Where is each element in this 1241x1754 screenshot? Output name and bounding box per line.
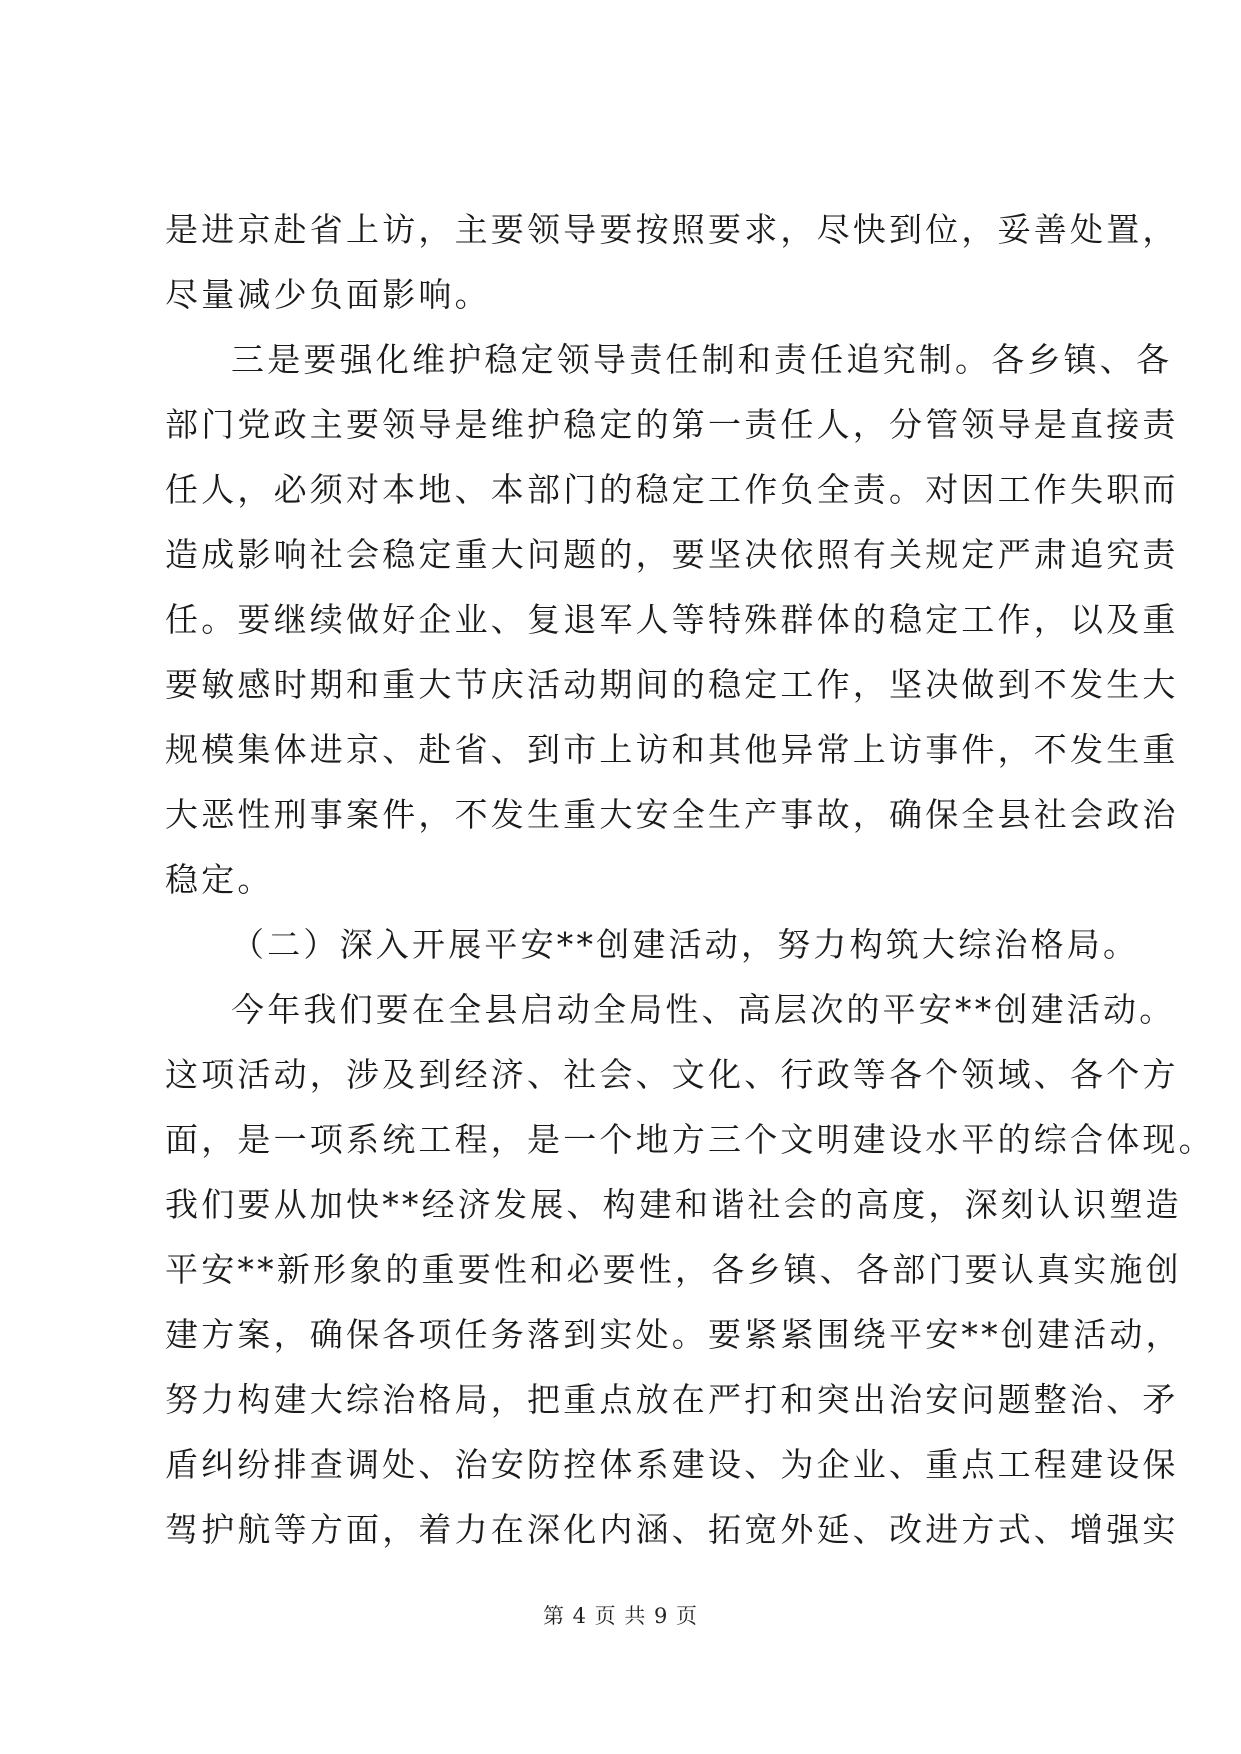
section-heading: （二）深入开展平安**创建活动，努力构筑大综治格局。: [231, 925, 1140, 964]
body-text-line: 任人，必须对本地、本部门的稳定工作负全责。对因工作失职而: [165, 470, 1179, 509]
body-text-line: 规模集体进京、赴省、到市上访和其他异常上访事件，不发生重: [165, 730, 1179, 769]
body-text-line: 稳定。: [165, 860, 274, 899]
body-text-line: 大恶性刑事案件，不发生重大安全生产事故，确保全县社会政治: [165, 795, 1179, 834]
paragraph-first-line: 三是要强化维护稳定领导责任制和责任追究制。各乡镇、各: [231, 340, 1173, 379]
body-text-line: 平安**新形象的重要性和必要性，各乡镇、各部门要认真实施创: [165, 1250, 1182, 1289]
body-text-line: 我们要从加快**经济发展、构建和谐社会的高度，深刻认识塑造: [165, 1185, 1182, 1224]
body-text-line: 任。要继续做好企业、复退军人等特殊群体的稳定工作，以及重: [165, 600, 1179, 639]
body-text-line: 部门党政主要领导是维护稳定的第一责任人，分管领导是直接责: [165, 405, 1179, 444]
body-text-line: 面，是一项系统工程，是一个地方三个文明建设水平的综合体现。: [165, 1120, 1215, 1159]
body-text-line: 造成影响社会稳定重大问题的，要坚决依照有关规定严肃追究责: [165, 535, 1179, 574]
page-footer: 第 4 页 共 9 页: [542, 1604, 699, 1628]
body-text-line: 是进京赴省上访，主要领导要按照要求，尽快到位，妥善处置，: [165, 210, 1179, 249]
body-text-line: 盾纠纷排查调处、治安防控体系建设、为企业、重点工程建设保: [165, 1445, 1179, 1484]
body-text-line: 努力构建大综治格局，把重点放在严打和突出治安问题整治、矛: [165, 1380, 1179, 1419]
body-text-line: 尽量减少负面影响。: [165, 275, 491, 314]
body-text-line: 建方案，确保各项任务落到实处。要紧紧围绕平安**创建活动，: [165, 1315, 1182, 1354]
body-text-line: 驾护航等方面，着力在深化内涵、拓宽外延、改进方式、增强实: [165, 1510, 1179, 1549]
body-text-line: 要敏感时期和重大节庆活动期间的稳定工作，坚决做到不发生大: [165, 665, 1179, 704]
paragraph-first-line: 今年我们要在全县启动全局性、高层次的平安**创建活动。: [231, 990, 1176, 1029]
body-text-line: 这项活动，涉及到经济、社会、文化、行政等各个领域、各个方: [165, 1055, 1179, 1094]
